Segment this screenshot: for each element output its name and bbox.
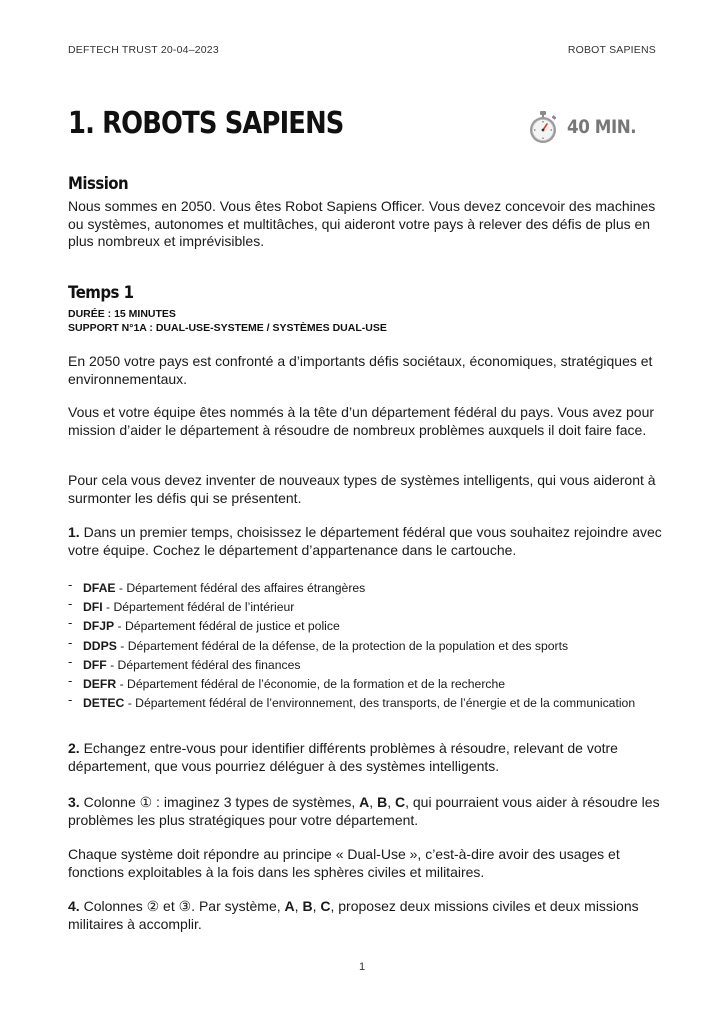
paragraph-invent-systems: Pour cela vous devez inventer de nouveaux types de systèmes intelligents, qui vous aideront à surmonter les défis qui se présentent. (68, 472, 656, 506)
step-2 (68, 740, 668, 775)
department-code: DEFR (83, 676, 117, 691)
step-1-number: 1. (68, 524, 80, 540)
department-name: - Département fédéral des affaires étrangères (115, 581, 366, 595)
list-item (68, 677, 668, 691)
step-3 (68, 794, 668, 829)
system-a: A (284, 898, 295, 914)
page-title: 1. ROBOTS SAPIENS (68, 106, 344, 141)
header-left: DEFTECH TRUST 20-04–2023 (68, 44, 219, 56)
duration-text: 40 MIN. (567, 116, 637, 138)
duration-badge (527, 110, 646, 144)
list-item (68, 619, 668, 633)
department-code: DFI (83, 600, 103, 615)
step-1-text: Dans un premier temps, choisissez le département fédéral que vous souhaitez rejoindre avec votre équipe. Cochez le département d’appartenance dans le cartouche. (68, 524, 662, 558)
step-2-text: Echangez entre-vous pour identifier différents problèmes à résoudre, relevant de votre département, que vous pourriez déléguer à des systèmes intelligents. (68, 740, 618, 774)
list-item (68, 696, 668, 710)
duration-label: DURÉE : 15 MINUTES (68, 308, 176, 320)
step-3-text-a: Colonne ① : imaginez 3 types de systèmes, (79, 794, 360, 810)
step-4-text-a: Colonnes ② et ③. Par système, (79, 898, 285, 914)
step-4-number: 4. (68, 898, 80, 914)
department-name: - Département fédéral de l’environnement, des transports, de l’énergie et de la communication (124, 696, 636, 711)
list-item (68, 658, 668, 672)
mission-text: Nous sommes en 2050. Vous êtes Robot Sapiens Officer. Vous devez concevoir des machines ou systèmes, autonomes et multitâches, qui aideront votre pays à relever des défis de plus en plus nombreux et imprévisibles. (68, 198, 656, 249)
separator: , (387, 794, 395, 810)
step-1 (68, 524, 668, 559)
temps1-heading: Temps 1 (68, 283, 134, 303)
mission-heading: Mission (68, 174, 129, 194)
department-name: - Département fédéral de l’économie, de la formation et de la recherche (116, 676, 506, 691)
separator: , (294, 898, 303, 914)
department-name: - Département fédéral de justice et police (114, 619, 340, 634)
system-c: C (320, 898, 331, 914)
support-label: SUPPORT N°1A : DUAL-USE-SYSTEME / SYSTÈMES DUAL-USE (68, 322, 387, 334)
step-4-text-b: , proposez deux missions civiles et deux missions militaires à accomplir. (68, 898, 639, 932)
department-code: DFJP (83, 619, 115, 634)
list-item (68, 639, 668, 653)
list-item (68, 581, 668, 595)
separator: , (369, 794, 378, 810)
department-code: DFF (83, 657, 107, 672)
stopwatch-icon (527, 110, 559, 144)
department-code: DFAE (83, 581, 116, 595)
system-b: B (302, 898, 313, 914)
system-b: B (377, 794, 388, 810)
department-name: - Département fédéral des finances (106, 657, 301, 672)
department-name: - Département fédéral de la défense, de la protection de la population et des sports (116, 638, 569, 653)
header-right: ROBOT SAPIENS (567, 44, 656, 56)
step-2-number: 2. (68, 740, 80, 756)
step-4 (68, 898, 668, 933)
department-list (68, 581, 668, 715)
paragraph-dual-use: Chaque système doit répondre au principe « Dual-Use », c’est-à-dire avoir des usages et fonctions exploitables à la fois dans les sphères civiles et militaires. (68, 846, 620, 880)
step-3-number: 3. (68, 794, 80, 810)
system-a: A (359, 794, 370, 810)
page-number: 1 (358, 961, 366, 973)
separator: , (312, 898, 321, 914)
department-code: DDPS (83, 638, 117, 653)
department-name: - Département fédéral de l’intérieur (102, 600, 295, 615)
list-item (68, 600, 668, 614)
department-code: DETEC (83, 696, 125, 711)
paragraph-team-mission: Vous et votre équipe êtes nommés à la tête d’un département fédéral du pays. Vous avez pour mission d’aider le département à résoudre de nombreux problèmes auxquels il doit faire face. (68, 404, 655, 438)
system-c: C (394, 794, 406, 810)
paragraph-challenges: En 2050 votre pays est confronté a d’importants défis sociétaux, économiques, stratégiques et environnementaux. (68, 353, 653, 387)
step-3-text-b: , qui pourraient vous aider à résoudre les problèmes les plus stratégiques pour votre département. (68, 794, 660, 828)
